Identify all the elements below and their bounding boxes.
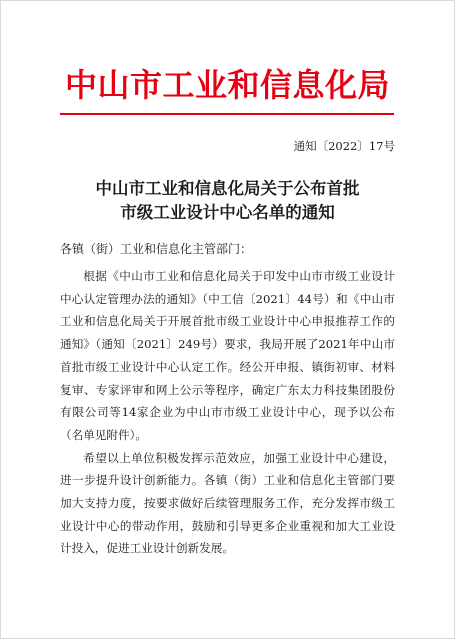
paragraph-2: 希望以上单位积极发挥示范效应，加强工业设计中心建设，进一步提升设计创新能力。各镇（街）工业和信息化主管部门要加大支持力度，按要求做好后续管理服务工作，充分发挥市级工业设计中心的带动作用，鼓励和引导更多企业重视和加大工业设计投入，促进工业设计创新发展。	[60, 450, 395, 556]
salutation: 各镇（街）工业和信息化主管部门：	[60, 242, 253, 256]
paragraph-1: 根据《中山市工业和信息化局关于印发中山市市级工业设计中心认定管理办法的通知》（中工信〔2021〕44号）和《中山市工业和信息化局关于开展首批市级工业设计中心申报推荐工作的通知》（通知〔2021〕249号）要求，我局开展了2021年中山市首批市级工业设计中心认定工作。经公开申报、镇街初审、材料复审、专家评审和网上公示等程序，确定广东太力科技集团股份有限公司等14家企业为中山市市级工业设计中心，现予以公布（名单见附件）。	[60, 269, 395, 442]
heading-line-2: 市级工业设计中心名单的通知	[120, 203, 335, 222]
masthead-title: 中山市工业和信息化局	[64, 66, 390, 104]
document-number: 通知〔2022〕17号	[293, 139, 395, 153]
heading-line-1: 中山市工业和信息化局关于公布首批	[95, 179, 360, 198]
red-divider-line	[60, 113, 394, 115]
body-text	[60, 265, 395, 560]
document-heading	[0, 177, 455, 225]
